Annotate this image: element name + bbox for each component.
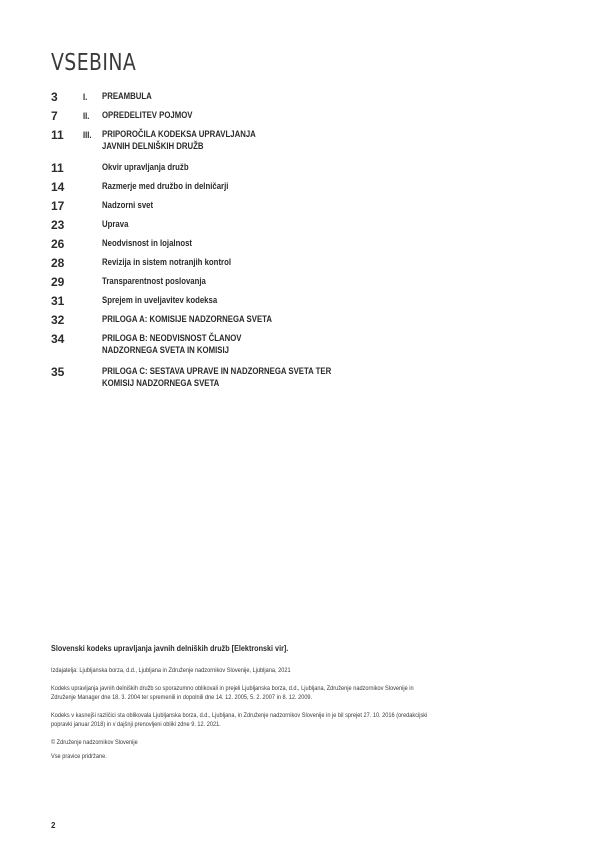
toc-entry[interactable] (51, 162, 521, 174)
imprint-block (51, 643, 481, 770)
toc-page-number: 11 (51, 161, 64, 175)
toc-entry-label: PREAMBULA (102, 91, 152, 102)
toc-page-number: 7 (51, 109, 58, 123)
page-number: 2 (51, 821, 56, 830)
toc-section-numeral: II. (83, 111, 90, 121)
toc-page-number: 3 (51, 90, 58, 104)
toc-entry-label: PRILOGA C: SESTAVA UPRAVE IN NADZORNEGA SVETA TER KOMISIJ NADZORNEGA SVETA (102, 366, 332, 389)
toc-entry[interactable] (51, 238, 521, 250)
imprint-history-second: Kodeks v kasnejši različici sta oblikovala Ljubljanska borza, d.d., Ljubljana, in Združenje nadzornikov Slovenije in je bil sprejet 27. 10. 2016 (oredakcijski popravki januar 2018) in v dajšnji prenovljeni obliki zdne 9. 12. 2021. (51, 711, 428, 728)
toc-page-number: 28 (51, 256, 65, 270)
toc-page-number: 17 (51, 199, 65, 213)
toc-entry[interactable] (51, 110, 521, 122)
toc-entry-label: Uprava (102, 219, 129, 230)
toc-section-numeral: III. (83, 130, 92, 140)
toc-entry-label: Razmerje med družbo in delničarji (102, 181, 229, 192)
toc-page-number: 29 (51, 275, 65, 289)
imprint-history-first: Kodeks upravljanja javnih delniških družb so sporazumno oblikovali in prejeli Ljubljanska borza, d.d., Ljubljana, Združenje nadzornikov Slovenije in Združenje Manager dne 18. 3. 2004 ter spremenili in dopolnili dne 14. 12. 2005, 5. 2. 2007 in 8. 12. 2009. (51, 684, 414, 701)
toc-entry[interactable] (51, 314, 521, 326)
imprint-copyright: © Združenje nadzornikov Slovenije (51, 738, 138, 746)
toc-entry[interactable] (51, 295, 521, 307)
toc-entry[interactable] (51, 181, 521, 193)
toc-entry-label: OPREDELITEV POJMOV (102, 110, 193, 121)
toc-entry-label: Nadzorni svet (102, 200, 154, 211)
toc-entry[interactable] (51, 219, 521, 231)
toc-section-numeral: I. (83, 92, 88, 102)
toc-page-number: 35 (51, 365, 65, 379)
toc-entry-label: PRILOGA A: KOMISIJE NADZORNEGA SVETA (102, 314, 272, 325)
page-title: VSEBINA (51, 50, 137, 76)
toc-entry-label: Transparentnost poslovanja (102, 276, 206, 287)
toc-entry-label: Sprejem in uveljavitev kodeksa (102, 295, 218, 306)
toc-entry[interactable] (51, 129, 521, 153)
toc-entry[interactable] (51, 91, 521, 103)
toc-entry-label: Okvir upravljanja družb (102, 162, 189, 173)
toc-entry[interactable] (51, 276, 521, 288)
imprint-rights: Vse pravice pridržane. (51, 753, 107, 760)
toc-page-number: 23 (51, 218, 65, 232)
toc-entry-label: Neodvisnost in lojalnost (102, 238, 193, 249)
toc-entry-label: Revizija in sistem notranjih kontrol (102, 257, 231, 268)
toc-page-number: 11 (51, 128, 64, 142)
toc-entry[interactable] (51, 257, 521, 269)
imprint-title: Slovenski kodeks upravljanja javnih delniških družb [Elektronski vir]. (51, 643, 289, 653)
toc-page-number: 26 (51, 237, 65, 251)
toc-entry-label: PRILOGA B: NEODVISNOST ČLANOV NADZORNEGA SVETA IN KOMISIJ (102, 333, 242, 356)
toc-page-number: 34 (51, 332, 65, 346)
toc-page-number: 32 (51, 313, 65, 327)
toc-entry[interactable] (51, 333, 521, 357)
toc-entry[interactable] (51, 200, 521, 212)
toc-page-number: 31 (51, 294, 65, 308)
imprint-publisher: Izdajatelja: Ljubljanska borza, d.d., Ljubljana in Združenje nadzornikov Slovenije, Ljubljana, 2021 (51, 667, 291, 674)
toc-entry-label: PRIPOROČILA KODEKSA UPRAVLJANJA JAVNIH DELNIŠKIH DRUŽB (102, 129, 256, 152)
toc-page-number: 14 (51, 180, 65, 194)
table-of-contents (51, 91, 521, 397)
toc-entry[interactable] (51, 366, 521, 390)
